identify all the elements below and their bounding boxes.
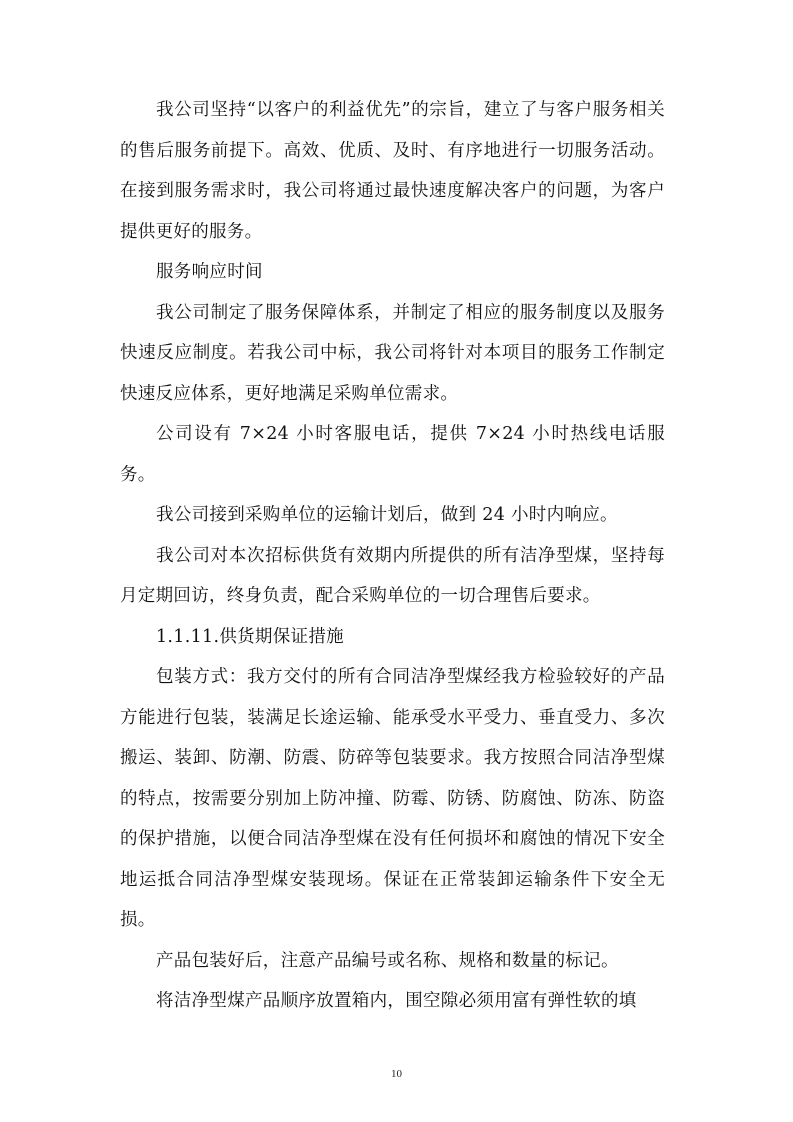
document-body — [120, 90, 665, 1022]
heading-response-time: 服务响应时间 — [156, 262, 263, 282]
paragraph-service-system: 我公司制定了服务保障体系，并制定了相应的服务制度以及服务快速反应制度。若我公司中标，我公司将针对本项目的服务工作制定快速反应体系，更好地满足采购单位需求。 — [120, 302, 665, 404]
paragraph-labeling: 产品包装好后，注意产品编号或名称、规格和数量的标记。 — [156, 950, 619, 971]
paragraph-response-commitment: 我公司接到采购单位的运输计划后，做到 24 小时内响应。 — [156, 505, 618, 525]
paragraph-packaging: 包装方式：我方交付的所有合同洁净型煤经我方检验较好的产品方能进行包装，装满足长途运输、能承受水平受力、垂直受力、多次搬运、装卸、防潮、防震、防碎等包装要求。我方按照合同洁净型煤的特点，按需要分别加上防冲撞、防霉、防锈、防腐蚀、防冻、防盗的保护措施，以便合同洁净型煤在没有任何损坏和腐蚀的情况下安全地运抵合同洁净型煤安装现场。保证在正常装卸运输条件下安全无损。 — [120, 667, 665, 930]
paragraph-service-principle: 我公司坚持“以客户的利益优先”的宗旨，建立了与客户服务相关的售后服务前提下。高效、优质、及时、有序地进行一切服务活动。在接到服务需求时，我公司将通过最快速度解决客户的问题，为客户提供更好的服务。 — [120, 100, 665, 242]
paragraph-hotline: 公司设有 7×24 小时客服电话，提供 7×24 小时热线电话服务。 — [120, 424, 665, 485]
paragraph-boxing: 将洁净型煤产品顺序放置箱内，围空隙必须用富有弹性软的填 — [156, 991, 637, 1011]
paragraph-follow-up: 我公司对本次招标供货有效期内所提供的所有洁净型煤，坚持每月定期回访，终身负责，配合采购单位的一切合理售后要求。 — [120, 545, 665, 606]
page-number: 10 — [391, 1068, 402, 1080]
section-heading-supply-guarantee: 1.1.11.供货期保证措施 — [156, 626, 344, 647]
